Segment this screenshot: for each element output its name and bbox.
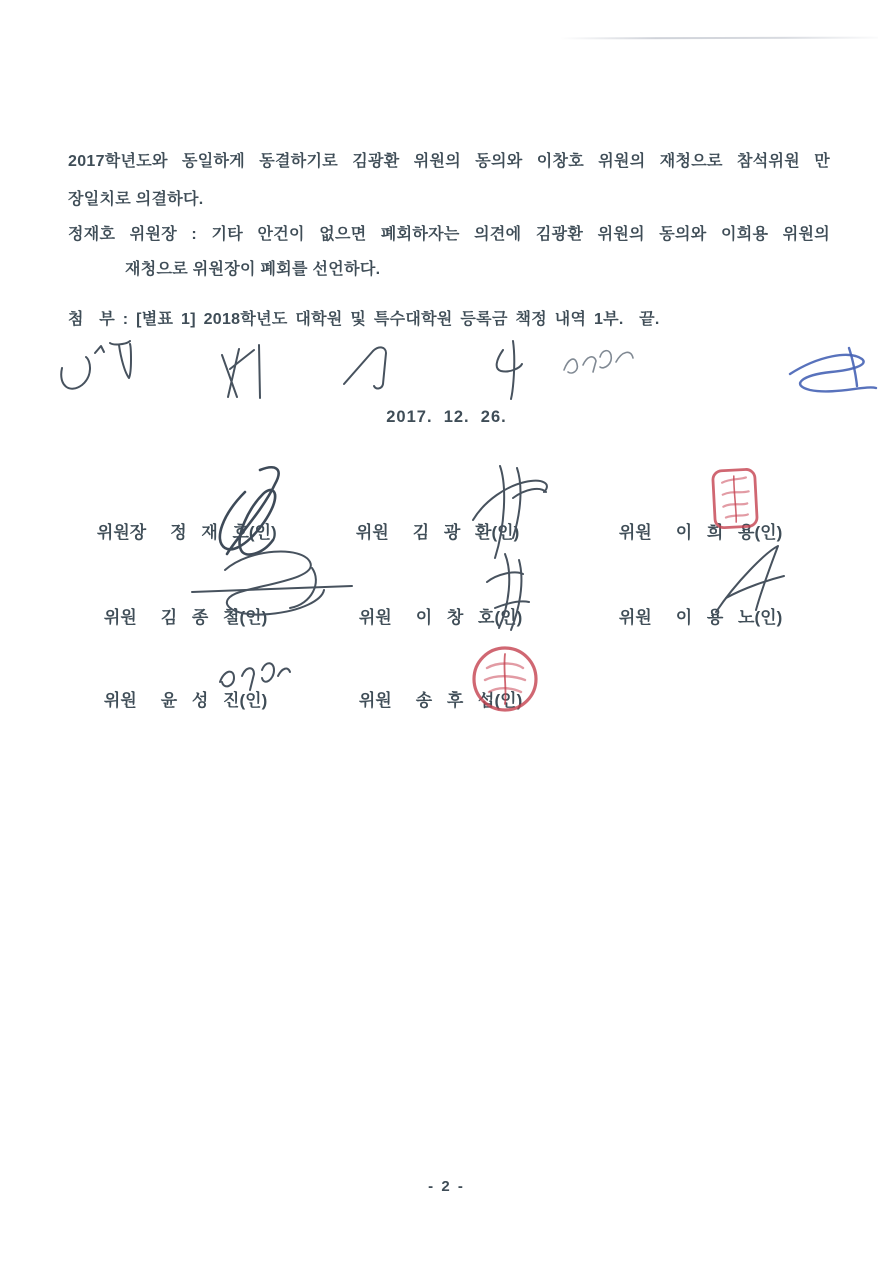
seal-placeholder-label: (인) bbox=[494, 691, 523, 710]
signature-scribble bbox=[344, 347, 386, 388]
signer-entry bbox=[340, 666, 522, 731]
signer-entry bbox=[85, 666, 267, 731]
seal-placeholder-label: (인) bbox=[248, 523, 277, 542]
signer-name: 송 후 섭 bbox=[415, 691, 495, 710]
scan-artifact-streak bbox=[560, 37, 878, 40]
signer-role: 위원 bbox=[358, 691, 392, 710]
signer-role: 위원 bbox=[103, 691, 137, 710]
signer-name: 이 용 노 bbox=[675, 608, 755, 627]
body-line-1: 2017학년도와 동일하게 동결하기로 김광환 위원의 동의와 이창호 위원의 재청으로 참석위원 만 bbox=[68, 153, 830, 170]
signer-role: 위원장 bbox=[96, 523, 147, 542]
meeting-date: 2017. 12. 26. bbox=[386, 408, 507, 426]
signer-entry bbox=[600, 498, 782, 563]
signer-entry bbox=[78, 498, 277, 563]
signer-entry bbox=[85, 583, 267, 648]
signer-entry bbox=[340, 583, 522, 648]
page-number: - 2 - bbox=[428, 1178, 465, 1195]
signer-role: 위원 bbox=[103, 608, 137, 627]
body-line-3: 정재호 위원장 : 기타 안건이 없으면 폐회하자는 의견에 김광환 위원의 동의와 이희용 위원의 bbox=[68, 226, 830, 243]
seal-placeholder-label: (인) bbox=[754, 608, 783, 627]
signer-role: 위원 bbox=[358, 608, 392, 627]
signature-scribble bbox=[61, 341, 131, 389]
attachment-line: 첨 부 : [별표 1] 2018학년도 대학원 및 특수대학원 등록금 책정 내역 1부. 끝. bbox=[68, 311, 660, 328]
signer-role: 위원 bbox=[618, 608, 652, 627]
signer-name: 정 재 호 bbox=[170, 523, 249, 542]
signer-name: 이 창 호 bbox=[415, 608, 495, 627]
body-line-4: 재청으로 위원장이 폐회를 선언하다. bbox=[125, 261, 381, 278]
signer-name: 윤 성 진 bbox=[160, 691, 240, 710]
signer-entry bbox=[337, 498, 519, 563]
signature-scribble-row bbox=[0, 328, 893, 413]
seal-placeholder-label: (인) bbox=[494, 608, 523, 627]
signer-role: 위원 bbox=[355, 523, 389, 542]
seal-placeholder-label: (인) bbox=[491, 523, 520, 542]
seal-placeholder-label: (인) bbox=[239, 691, 268, 710]
signer-name: 이 희 용 bbox=[675, 523, 755, 542]
signature-scribble bbox=[564, 351, 633, 373]
body-line-2: 장일치로 의결하다. bbox=[68, 191, 204, 208]
signer-name: 김 광 환 bbox=[412, 523, 492, 542]
signer-entry bbox=[600, 583, 782, 648]
seal-placeholder-label: (인) bbox=[239, 608, 268, 627]
signature-scribble bbox=[222, 345, 260, 398]
seal-placeholder-label: (인) bbox=[754, 523, 783, 542]
signature-scribble bbox=[497, 341, 522, 399]
signer-name: 김 종 철 bbox=[160, 608, 240, 627]
signer-role: 위원 bbox=[618, 523, 652, 542]
signature-scribble bbox=[790, 348, 876, 391]
